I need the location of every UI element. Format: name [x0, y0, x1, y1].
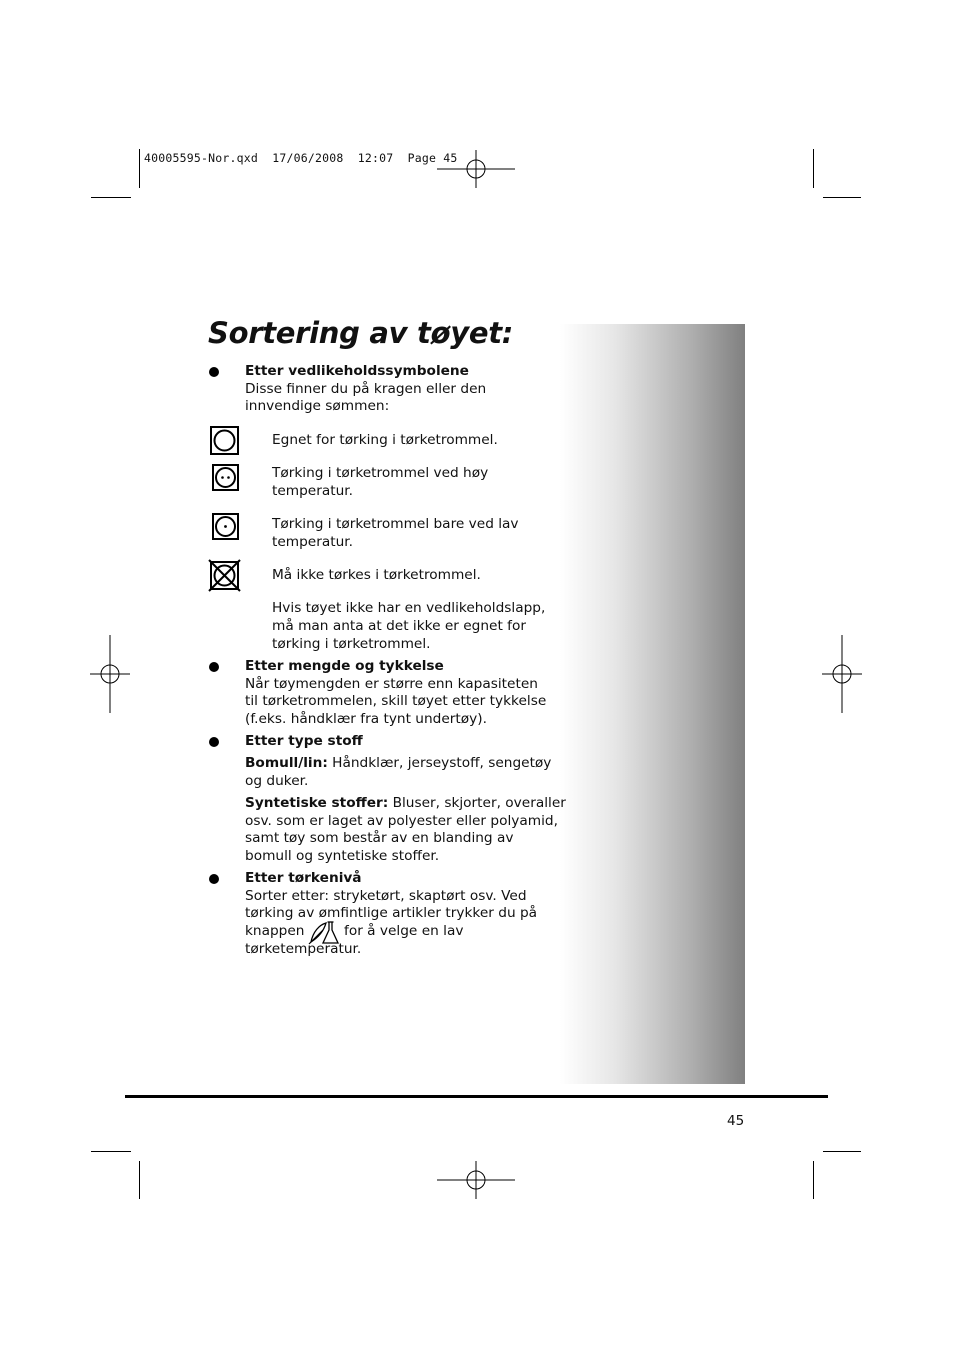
section-text: samt tøy som består av en blanding av [245, 830, 514, 846]
symbol-description: Må ikke tørkes i tørketrommel. [272, 567, 481, 583]
tumble-dry-high-icon [212, 464, 239, 491]
section-text: tørking av ømfintlige artikler trykker du på [245, 905, 538, 921]
section-heading: Etter type stoff [245, 733, 363, 749]
bullet [209, 874, 219, 884]
crop-mark [139, 149, 140, 188]
page-title: Sortering av tøyet: [208, 316, 514, 350]
crop-mark [91, 197, 131, 198]
section-text: innvendige sømmen: [245, 398, 390, 414]
cotton-label: Bomull/lin: [245, 755, 328, 771]
bullet [209, 367, 219, 377]
tumble-dry-low-icon [212, 513, 239, 540]
registration-mark-bottom [437, 1161, 517, 1201]
care-label-note: må man anta at det ikke er egnet for [272, 618, 527, 634]
section-heading: Etter mengde og tykkelse [245, 658, 444, 674]
synthetic-label: Syntetiske stoffer: [245, 795, 389, 811]
page-number: 45 [727, 1113, 745, 1129]
crop-mark [823, 1151, 861, 1152]
section-heading: Etter vedlikeholdssymbolene [245, 363, 469, 379]
section-heading: Etter tørkenivå [245, 870, 362, 886]
cotton-line [245, 755, 551, 773]
crop-mark [823, 197, 861, 198]
bullet [209, 737, 219, 747]
symbol-description: Egnet for tørking i tørketrommel. [272, 432, 498, 448]
crop-mark [813, 149, 814, 188]
synthetic-line [245, 795, 566, 813]
care-label-note: tørking i tørketrommel. [272, 636, 431, 652]
bullet [209, 662, 219, 672]
section-text: Når tøymengden er større enn kapasiteten [245, 676, 538, 692]
registration-mark-left [90, 635, 132, 715]
synthetic-text: Bluser, skjorter, overaller [388, 795, 566, 811]
print-slug: 40005595-Nor.qxd 17/06/2008 12:07 Page 45 [144, 151, 458, 165]
symbol-description: temperatur. [272, 483, 354, 499]
crop-mark [139, 1161, 140, 1199]
section-text: bomull og syntetiske stoffer. [245, 848, 440, 864]
section-text: Disse finner du på kragen eller den [245, 381, 487, 397]
tumble-dry-icon [210, 426, 239, 455]
section-text: for å velge en lav [344, 923, 464, 939]
section-text: knappen [245, 923, 305, 939]
cotton-text: Håndklær, jerseystoff, sengetøy [327, 755, 552, 771]
care-label-note: Hvis tøyet ikke har en vedlikeholdslapp, [272, 600, 546, 616]
crop-mark [813, 1161, 814, 1199]
registration-mark-right [822, 635, 864, 715]
do-not-tumble-dry-icon [208, 559, 241, 592]
symbol-description: temperatur. [272, 534, 354, 550]
section-text: (f.eks. håndklær fra tynt undertøy). [245, 711, 487, 727]
crop-mark [91, 1151, 131, 1152]
section-text: til tørketrommelen, skill tøyet etter tykkelse [245, 693, 547, 709]
side-gradient-panel [560, 324, 745, 1084]
symbol-description: Tørking i tørketrommel bare ved lav [272, 516, 519, 532]
symbol-description: Tørking i tørketrommel ved høy [272, 465, 489, 481]
section-text: Sorter etter: stryketørt, skaptørt osv. Ved [245, 888, 527, 904]
section-text: og duker. [245, 773, 309, 789]
footer-rule [125, 1095, 828, 1098]
section-text: osv. som er laget av polyester eller polyamid, [245, 813, 558, 829]
section-text: tørketemperatur. [245, 941, 362, 957]
